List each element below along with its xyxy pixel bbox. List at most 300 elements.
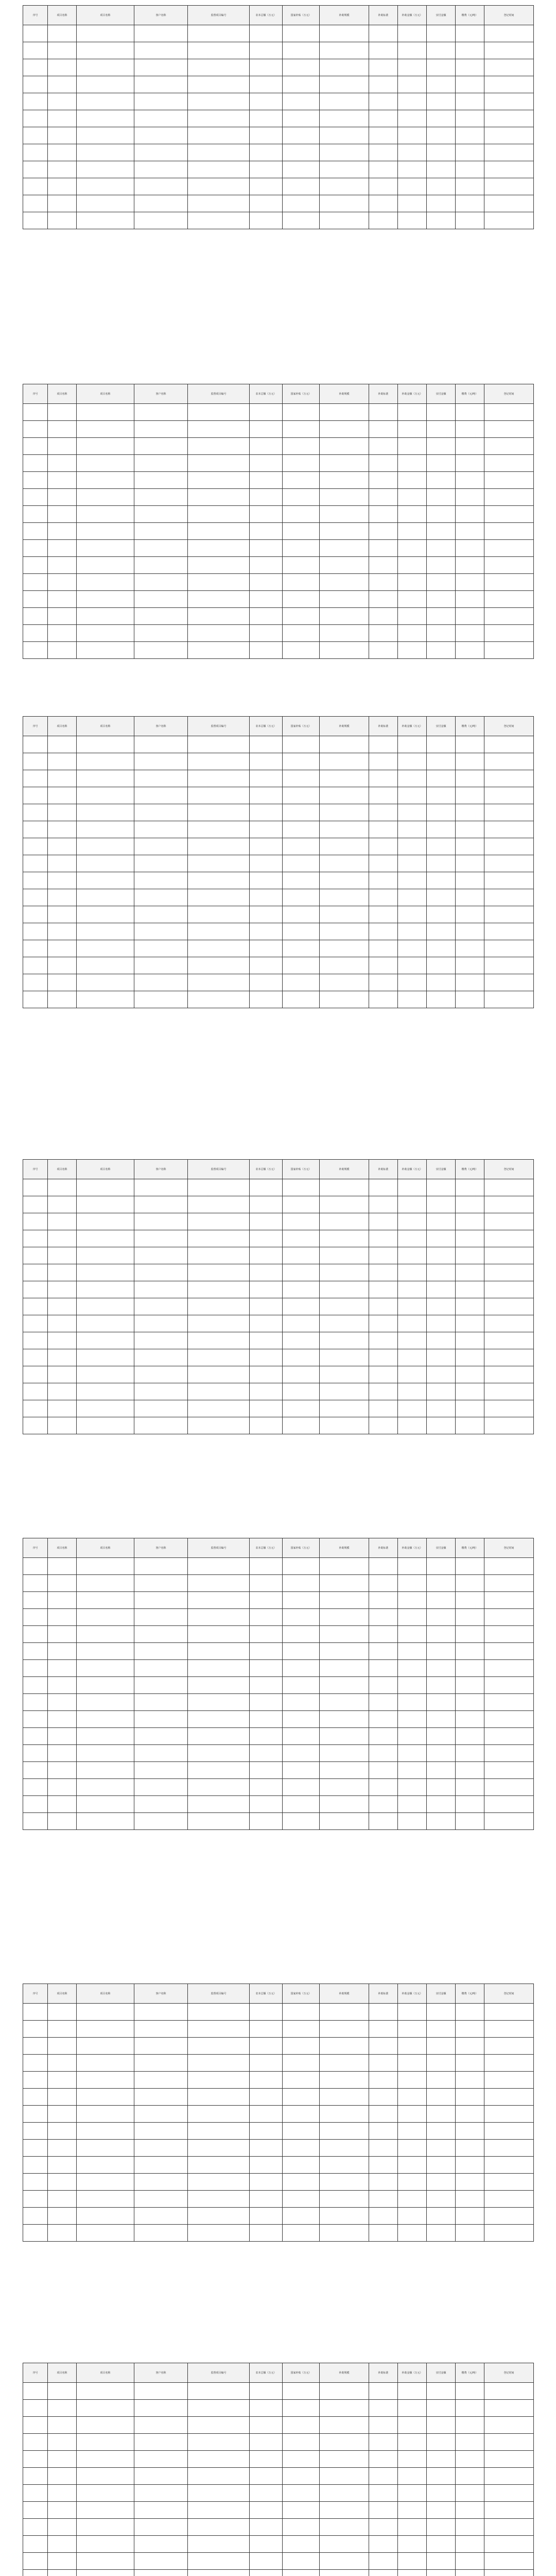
- table-cell: [484, 144, 534, 161]
- table-cell: [188, 753, 250, 770]
- table-cell: [369, 1558, 398, 1575]
- table-cell: [23, 787, 48, 804]
- table-cell: [48, 2502, 77, 2519]
- table-row: [23, 2123, 534, 2140]
- table-cell: [23, 608, 48, 625]
- column-header: 监督项目编号: [188, 384, 250, 404]
- table-cell: [398, 923, 427, 940]
- table-cell: [77, 1779, 134, 1796]
- table-cell: [250, 421, 283, 438]
- table-cell: [134, 1626, 188, 1643]
- table-cell: [320, 991, 369, 1008]
- table-cell: [134, 212, 188, 229]
- table-cell: [283, 1179, 320, 1196]
- column-header: 缴费（元/吨）: [456, 384, 484, 404]
- data-table: [23, 1538, 534, 1830]
- table-cell: [369, 1643, 398, 1660]
- table-cell: [23, 1383, 48, 1400]
- table-cell: [484, 1315, 534, 1332]
- table-row: [23, 2383, 534, 2400]
- table-cell: [369, 2072, 398, 2089]
- table-cell: [134, 1813, 188, 1830]
- table-cell: [427, 1179, 456, 1196]
- table-cell: [398, 736, 427, 753]
- table-cell: [23, 2208, 48, 2225]
- column-header: 补助金额（万元）: [398, 384, 427, 404]
- table-cell: [23, 1711, 48, 1728]
- table-cell: [484, 2434, 534, 2451]
- table-cell: [369, 506, 398, 523]
- table-cell: [48, 991, 77, 1008]
- table-cell: [427, 2072, 456, 2089]
- table-cell: [77, 25, 134, 42]
- table-cell: [283, 1400, 320, 1417]
- table-cell: [456, 974, 484, 991]
- table-cell: [398, 110, 427, 127]
- table-cell: [77, 76, 134, 93]
- table-cell: [320, 2089, 369, 2106]
- column-header: 补助金额（万元）: [398, 1160, 427, 1179]
- table-cell: [320, 2191, 369, 2208]
- table-cell: [250, 1417, 283, 1434]
- table-cell: [484, 787, 534, 804]
- table-cell: [427, 1796, 456, 1813]
- table-row: [23, 540, 534, 557]
- table-cell: [77, 804, 134, 821]
- table-cell: [369, 540, 398, 557]
- table-cell: [48, 110, 77, 127]
- table-cell: [134, 770, 188, 787]
- column-header: 登记时间: [484, 717, 534, 736]
- table-cell: [134, 1779, 188, 1796]
- table-cell: [77, 1643, 134, 1660]
- table-cell: [484, 1196, 534, 1213]
- table-cell: [77, 93, 134, 110]
- table-cell: [134, 2140, 188, 2157]
- table-cell: [456, 1230, 484, 1247]
- table-cell: [23, 421, 48, 438]
- table-cell: [188, 2089, 250, 2106]
- table-cell: [484, 59, 534, 76]
- table-row: [23, 421, 534, 438]
- table-cell: [48, 438, 77, 455]
- table-cell: [48, 1762, 77, 1779]
- table-cell: [369, 2485, 398, 2502]
- table-cell: [427, 1264, 456, 1281]
- table-cell: [48, 2570, 77, 2576]
- table-cell: [134, 2106, 188, 2123]
- table-cell: [134, 42, 188, 59]
- table-cell: [188, 472, 250, 489]
- column-header: 项目名称: [77, 1160, 134, 1179]
- table-cell: [134, 506, 188, 523]
- column-header: 项目名称: [77, 1538, 134, 1558]
- table-cell: [283, 489, 320, 506]
- table-cell: [398, 1592, 427, 1609]
- table-cell: [134, 2536, 188, 2553]
- table-cell: [456, 770, 484, 787]
- table-cell: [369, 923, 398, 940]
- table-cell: [48, 855, 77, 872]
- table-cell: [398, 2451, 427, 2468]
- table-cell: [77, 2383, 134, 2400]
- column-header: 项目名称: [48, 717, 77, 736]
- table-cell: [398, 1400, 427, 1417]
- table-cell: [427, 2468, 456, 2485]
- table-cell: [23, 178, 48, 195]
- table-cell: [283, 1643, 320, 1660]
- table-cell: [398, 2383, 427, 2400]
- table-cell: [134, 489, 188, 506]
- table-cell: [134, 2055, 188, 2072]
- table-cell: [320, 76, 369, 93]
- table-cell: [456, 574, 484, 591]
- table-cell: [456, 2570, 484, 2576]
- table-cell: [250, 540, 283, 557]
- table-cell: [427, 195, 456, 212]
- table-cell: [427, 1281, 456, 1298]
- table-cell: [456, 1762, 484, 1779]
- table-cell: [484, 127, 534, 144]
- table-cell: [427, 178, 456, 195]
- table-cell: [427, 2208, 456, 2225]
- table-cell: [427, 161, 456, 178]
- table-cell: [427, 1349, 456, 1366]
- table-cell: [188, 1298, 250, 1315]
- table-cell: [77, 591, 134, 608]
- table-cell: [77, 2021, 134, 2038]
- table-cell: [369, 195, 398, 212]
- table-cell: [398, 1315, 427, 1332]
- table-cell: [77, 489, 134, 506]
- table-cell: [250, 212, 283, 229]
- table-cell: [369, 821, 398, 838]
- column-header: 补助金额（万元）: [398, 1984, 427, 2004]
- table-cell: [134, 438, 188, 455]
- table-cell: [320, 1745, 369, 1762]
- table-cell: [77, 1677, 134, 1694]
- table-row: [23, 1660, 534, 1677]
- table-cell: [23, 1592, 48, 1609]
- table-cell: [283, 574, 320, 591]
- table-cell: [484, 736, 534, 753]
- table-cell: [23, 1366, 48, 1383]
- table-cell: [48, 736, 77, 753]
- table-cell: [48, 2038, 77, 2055]
- table-cell: [77, 1711, 134, 1728]
- table-cell: [369, 753, 398, 770]
- column-header: 国家补贴（万元）: [283, 1984, 320, 2004]
- table-cell: [456, 2004, 484, 2021]
- table-cell: [134, 161, 188, 178]
- column-header: 监督项目编号: [188, 6, 250, 25]
- table-cell: [283, 25, 320, 42]
- table-row: [23, 770, 534, 787]
- table-cell: [48, 212, 77, 229]
- table-cell: [427, 1366, 456, 1383]
- table-cell: [188, 212, 250, 229]
- table-cell: [283, 1417, 320, 1434]
- table-cell: [283, 974, 320, 991]
- table-cell: [188, 195, 250, 212]
- column-header: 序号: [23, 1538, 48, 1558]
- table-cell: [134, 1332, 188, 1349]
- table-cell: [48, 1745, 77, 1762]
- table-cell: [456, 472, 484, 489]
- table-cell: [427, 753, 456, 770]
- table-cell: [188, 2502, 250, 2519]
- table-row: [23, 2536, 534, 2553]
- table-cell: [320, 1728, 369, 1745]
- table-cell: [23, 1281, 48, 1298]
- table-cell: [188, 1349, 250, 1366]
- table-cell: [456, 1247, 484, 1264]
- table-cell: [77, 2570, 134, 2576]
- table-cell: [48, 591, 77, 608]
- table-cell: [283, 2451, 320, 2468]
- table-cell: [250, 2451, 283, 2468]
- table-cell: [77, 872, 134, 889]
- table-cell: [283, 625, 320, 642]
- table-cell: [320, 2536, 369, 2553]
- table-cell: [456, 940, 484, 957]
- table-cell: [369, 2434, 398, 2451]
- table-cell: [23, 1247, 48, 1264]
- table-cell: [484, 1417, 534, 1434]
- table-cell: [320, 2004, 369, 2021]
- table-row: [23, 1711, 534, 1728]
- table-cell: [427, 421, 456, 438]
- table-cell: [250, 2383, 283, 2400]
- table-cell: [369, 2502, 398, 2519]
- table-cell: [456, 1400, 484, 1417]
- table-cell: [320, 2502, 369, 2519]
- table-cell: [48, 2519, 77, 2536]
- table-cell: [484, 1298, 534, 1315]
- table-cell: [77, 1332, 134, 1349]
- table-cell: [320, 838, 369, 855]
- table-cell: [320, 1813, 369, 1830]
- table-cell: [77, 642, 134, 659]
- table-cell: [484, 1213, 534, 1230]
- table-cell: [369, 1247, 398, 1264]
- table-cell: [134, 1264, 188, 1281]
- table-cell: [77, 1762, 134, 1779]
- table-cell: [48, 1349, 77, 1366]
- table-cell: [250, 2072, 283, 2089]
- table-cell: [484, 472, 534, 489]
- column-header: 实付金额: [427, 6, 456, 25]
- column-header: 补助金额（万元）: [398, 1538, 427, 1558]
- table-cell: [320, 25, 369, 42]
- table-cell: [77, 2004, 134, 2021]
- table-cell: [320, 1762, 369, 1779]
- table-cell: [23, 1779, 48, 1796]
- table-cell: [283, 591, 320, 608]
- table-cell: [456, 838, 484, 855]
- table-cell: [23, 506, 48, 523]
- table-cell: [427, 1660, 456, 1677]
- table-cell: [250, 438, 283, 455]
- table-cell: [250, 489, 283, 506]
- table-cell: [250, 2021, 283, 2038]
- table-cell: [77, 1592, 134, 1609]
- table-cell: [369, 2055, 398, 2072]
- table-cell: [283, 1247, 320, 1264]
- table-cell: [484, 1247, 534, 1264]
- column-header: 项目名称: [48, 2363, 77, 2383]
- table-cell: [188, 1677, 250, 1694]
- column-header: 项目名称: [48, 6, 77, 25]
- table-cell: [398, 212, 427, 229]
- table-cell: [250, 472, 283, 489]
- table-cell: [48, 974, 77, 991]
- table-cell: [23, 2502, 48, 2519]
- table-cell: [484, 1592, 534, 1609]
- table-cell: [23, 1400, 48, 1417]
- table-cell: [456, 404, 484, 421]
- table-cell: [427, 787, 456, 804]
- table-cell: [48, 1626, 77, 1643]
- table-cell: [23, 1575, 48, 1592]
- table-header-row: [23, 1538, 534, 1558]
- table-cell: [427, 1400, 456, 1417]
- data-table: [23, 1984, 534, 2242]
- table-cell: [48, 889, 77, 906]
- table-cell: [134, 2038, 188, 2055]
- table-cell: [188, 2140, 250, 2157]
- table-cell: [484, 195, 534, 212]
- table-cell: [484, 178, 534, 195]
- table-cell: [484, 2208, 534, 2225]
- table-cell: [320, 974, 369, 991]
- table-row: [23, 2485, 534, 2502]
- table-cell: [320, 1677, 369, 1694]
- table-row: [23, 1813, 534, 1830]
- table-cell: [283, 195, 320, 212]
- table-cell: [23, 59, 48, 76]
- table-cell: [398, 1179, 427, 1196]
- column-header: 补助规模: [320, 1160, 369, 1179]
- table-cell: [48, 923, 77, 940]
- table-cell: [188, 178, 250, 195]
- table-cell: [427, 2451, 456, 2468]
- table-cell: [320, 523, 369, 540]
- table-cell: [134, 855, 188, 872]
- table-cell: [398, 161, 427, 178]
- column-header: 缴费（元/吨）: [456, 1984, 484, 2004]
- table-cell: [48, 1694, 77, 1711]
- table-cell: [398, 2072, 427, 2089]
- table-cell: [369, 591, 398, 608]
- table-cell: [456, 1349, 484, 1366]
- table-cell: [320, 2123, 369, 2140]
- table-cell: [188, 838, 250, 855]
- table-cell: [484, 2191, 534, 2208]
- table-cell: [250, 1796, 283, 1813]
- table-cell: [369, 2519, 398, 2536]
- table-cell: [23, 2468, 48, 2485]
- table-cell: [427, 506, 456, 523]
- table-row: [23, 2417, 534, 2434]
- table-cell: [456, 489, 484, 506]
- table-cell: [320, 1694, 369, 1711]
- table-cell: [369, 1298, 398, 1315]
- table-cell: [23, 2485, 48, 2502]
- table-cell: [456, 1281, 484, 1298]
- table-cell: [484, 455, 534, 472]
- table-cell: [320, 1366, 369, 1383]
- column-header: 客户名称: [134, 717, 188, 736]
- table-row: [23, 110, 534, 127]
- table-cell: [456, 25, 484, 42]
- table-cell: [427, 1575, 456, 1592]
- table-row: [23, 1677, 534, 1694]
- table-cell: [427, 1728, 456, 1745]
- table-cell: [427, 1711, 456, 1728]
- table-cell: [134, 838, 188, 855]
- table-row: [23, 76, 534, 93]
- table-cell: [134, 2434, 188, 2451]
- table-cell: [77, 855, 134, 872]
- table-cell: [77, 1179, 134, 1196]
- table-cell: [484, 1349, 534, 1366]
- table-cell: [484, 2417, 534, 2434]
- table-cell: [188, 1660, 250, 1677]
- table-cell: [283, 608, 320, 625]
- table-cell: [427, 2038, 456, 2055]
- column-header: 客户名称: [134, 2363, 188, 2383]
- table-cell: [283, 178, 320, 195]
- table-cell: [23, 770, 48, 787]
- table-cell: [320, 455, 369, 472]
- table-cell: [456, 2485, 484, 2502]
- table-cell: [23, 821, 48, 838]
- table-cell: [283, 1575, 320, 1592]
- table-cell: [250, 753, 283, 770]
- table-cell: [283, 2570, 320, 2576]
- table-cell: [188, 770, 250, 787]
- table-cell: [369, 178, 398, 195]
- table-cell: [23, 540, 48, 557]
- table-cell: [48, 2021, 77, 2038]
- table-cell: [398, 591, 427, 608]
- table-cell: [398, 1558, 427, 1575]
- table-cell: [320, 855, 369, 872]
- table-cell: [456, 1383, 484, 1400]
- table-cell: [456, 110, 484, 127]
- table-cell: [283, 1349, 320, 1366]
- table-cell: [398, 1417, 427, 1434]
- table-cell: [398, 25, 427, 42]
- table-cell: [23, 1213, 48, 1230]
- table-cell: [456, 787, 484, 804]
- table-cell: [134, 1745, 188, 1762]
- table-cell: [320, 2417, 369, 2434]
- table-cell: [134, 2072, 188, 2089]
- table-row: [23, 1315, 534, 1332]
- table-cell: [250, 2191, 283, 2208]
- table-cell: [484, 2123, 534, 2140]
- table-row: [23, 1575, 534, 1592]
- table-cell: [77, 404, 134, 421]
- table-cell: [134, 821, 188, 838]
- table-cell: [398, 557, 427, 574]
- table-cell: [48, 1383, 77, 1400]
- table-cell: [456, 591, 484, 608]
- table-cell: [48, 1196, 77, 1213]
- table-cell: [188, 1179, 250, 1196]
